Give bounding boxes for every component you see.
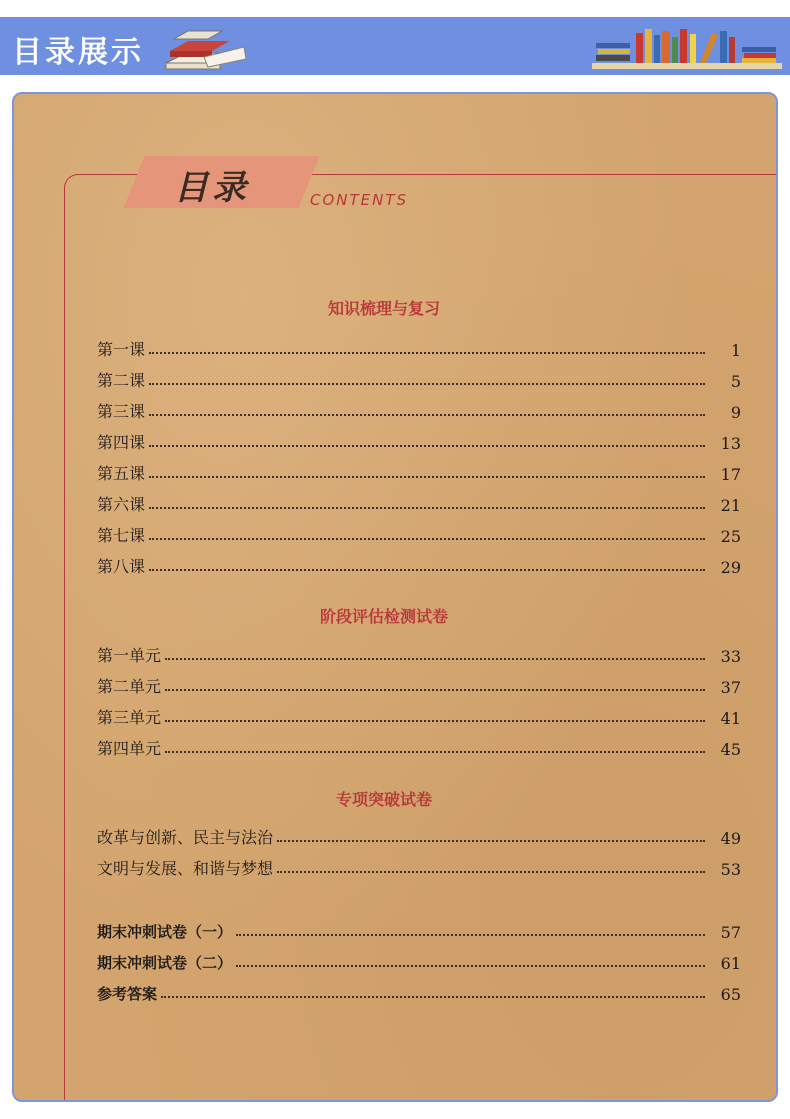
toc-entry-page: 13 (720, 434, 741, 453)
contents-subtitle: CONTENTS (310, 191, 409, 209)
toc-entry-page: 53 (720, 860, 741, 879)
header-banner (0, 17, 790, 75)
toc-leader-dots (165, 720, 705, 722)
toc-entry-page: 61 (720, 954, 741, 973)
toc-entry-label: 第四课 (97, 433, 146, 452)
toc-entry[interactable] (97, 553, 741, 577)
toc-leader-dots (165, 658, 705, 660)
toc-entry-label: 期末冲刺试卷（二） (97, 954, 233, 972)
toc-entry[interactable] (97, 398, 741, 422)
toc-leader-dots (149, 383, 705, 385)
toc-entry-page: 9 (730, 403, 741, 422)
toc-entry[interactable] (97, 855, 741, 879)
banner-title: 目录展示 (12, 35, 144, 70)
toc-leader-dots (236, 965, 705, 967)
toc-entry[interactable] (97, 949, 741, 973)
toc-leader-dots (149, 569, 705, 571)
toc-entry[interactable] (97, 491, 741, 515)
section-title-special: 专项突破试卷 (335, 790, 432, 809)
toc-entry[interactable] (97, 460, 741, 484)
toc-entry-page: 1 (730, 341, 741, 360)
toc-entry-page: 21 (720, 496, 741, 515)
toc-entry-label: 第三单元 (97, 708, 162, 727)
toc-leader-dots (149, 352, 705, 354)
toc-entry-label: 第二单元 (97, 677, 162, 696)
toc-entry[interactable] (97, 673, 741, 697)
toc-leader-dots (161, 996, 705, 998)
toc-entry[interactable] (97, 980, 741, 1004)
toc-entry-label: 第二课 (97, 371, 146, 390)
toc-entry-label: 改革与创新、民主与法治 (97, 828, 274, 847)
toc-leader-dots (149, 507, 705, 509)
toc-entry[interactable] (97, 429, 741, 453)
toc-entry-page: 25 (720, 527, 741, 546)
toc-entry-label: 期末冲刺试卷（一） (97, 923, 233, 941)
toc-entry-page: 33 (720, 647, 741, 666)
toc-entry-label: 参考答案 (97, 985, 158, 1003)
toc-entry-page: 45 (720, 740, 741, 759)
toc-entry[interactable] (97, 522, 741, 546)
toc-entry-page: 17 (720, 465, 741, 484)
toc-entry-label: 文明与发展、和谐与梦想 (97, 859, 274, 878)
toc-leader-dots (165, 751, 705, 753)
toc-leader-dots (149, 476, 705, 478)
section-title-assessment: 阶段评估检测试卷 (319, 607, 448, 626)
toc-leader-dots (277, 840, 705, 842)
books-stack-icon (160, 23, 250, 71)
toc-leader-dots (149, 414, 705, 416)
toc-entry-page: 5 (730, 372, 741, 391)
toc-entry-label: 第四单元 (97, 739, 162, 758)
contents-page (12, 92, 778, 1102)
toc-entry[interactable] (97, 918, 741, 942)
toc-entry[interactable] (97, 367, 741, 391)
toc-leader-dots (236, 934, 705, 936)
toc-entry-page: 41 (720, 709, 741, 728)
toc-entry-label: 第一单元 (97, 646, 162, 665)
toc-entry[interactable] (97, 735, 741, 759)
toc-entry-label: 第八课 (97, 557, 146, 576)
toc-entry-page: 49 (720, 829, 741, 848)
toc-entry-page: 29 (720, 558, 741, 577)
toc-entry-label: 第五课 (97, 464, 146, 483)
contents-title: 目录 (174, 168, 250, 208)
toc-leader-dots (277, 871, 705, 873)
toc-leader-dots (149, 445, 705, 447)
toc-entry-label: 第三课 (97, 402, 146, 421)
toc-entry[interactable] (97, 642, 741, 666)
toc-entry-page: 37 (720, 678, 741, 697)
toc-entry-label: 第一课 (97, 340, 146, 359)
toc-entry[interactable] (97, 704, 741, 728)
toc-leader-dots (165, 689, 705, 691)
toc-entry-label: 第六课 (97, 495, 146, 514)
toc-entry[interactable] (97, 336, 741, 360)
toc-entry-page: 65 (720, 985, 741, 1004)
section-title-review: 知识梳理与复习 (327, 299, 440, 318)
bookshelf-icon (592, 25, 782, 71)
toc-entry-label: 第七课 (97, 526, 146, 545)
toc-entry[interactable] (97, 824, 741, 848)
toc-leader-dots (149, 538, 705, 540)
toc-entry-page: 57 (720, 923, 741, 942)
